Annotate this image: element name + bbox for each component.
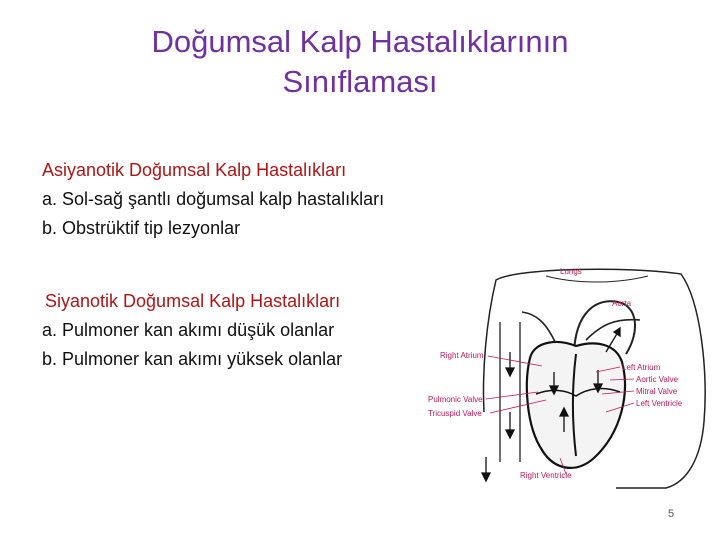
- cyanotic-item-a: a. Pulmoner kan akımı düşük olanlar: [42, 320, 335, 340]
- label-left-atrium: Left Atrium: [622, 363, 661, 372]
- title-line-2: Sınıflaması: [282, 64, 438, 99]
- pulmonary-artery: [522, 312, 640, 344]
- title-line-1: Doğumsal Kalp Hastalıklarının: [151, 24, 569, 59]
- vena-cava: [500, 322, 520, 462]
- page-number: 5: [668, 508, 675, 520]
- label-mitral-valve: Mitral Valve: [636, 387, 678, 396]
- label-aortic-valve: Aortic Valve: [636, 375, 679, 384]
- label-right-atrium: Right Atrium: [440, 351, 484, 360]
- heart-circulation-diagram: [426, 262, 710, 492]
- acyanotic-item-b: b. Obstrüktif tip lezyonlar: [42, 218, 241, 238]
- slide-title: [60, 22, 660, 102]
- label-left-ventricle: Left Ventricle: [636, 399, 683, 408]
- cyanotic-heading: Siyanotik Doğumsal Kalp Hastalıkları: [45, 291, 341, 311]
- label-pulmonic-valve: Pulmonic Valve: [428, 395, 483, 404]
- heart-diagram-svg: [426, 262, 710, 492]
- label-aorta: Aorta: [612, 299, 632, 308]
- acyanotic-item-a: a. Sol-sağ şantlı doğumsal kalp hastalıkları: [42, 189, 385, 209]
- acyanotic-section: [42, 156, 384, 243]
- cyanotic-item-b: b. Pulmoner kan akımı yüksek olanlar: [42, 349, 343, 369]
- lung-outline: [546, 276, 648, 282]
- acyanotic-heading: Asiyanotik Doğumsal Kalp Hastalıkları: [42, 160, 347, 180]
- label-lungs: Lungs: [560, 267, 582, 276]
- label-tricuspid-valve: Tricuspid Valve: [428, 409, 482, 418]
- cyanotic-section: [42, 287, 343, 374]
- label-right-ventricle: Right Ventricle: [520, 471, 572, 480]
